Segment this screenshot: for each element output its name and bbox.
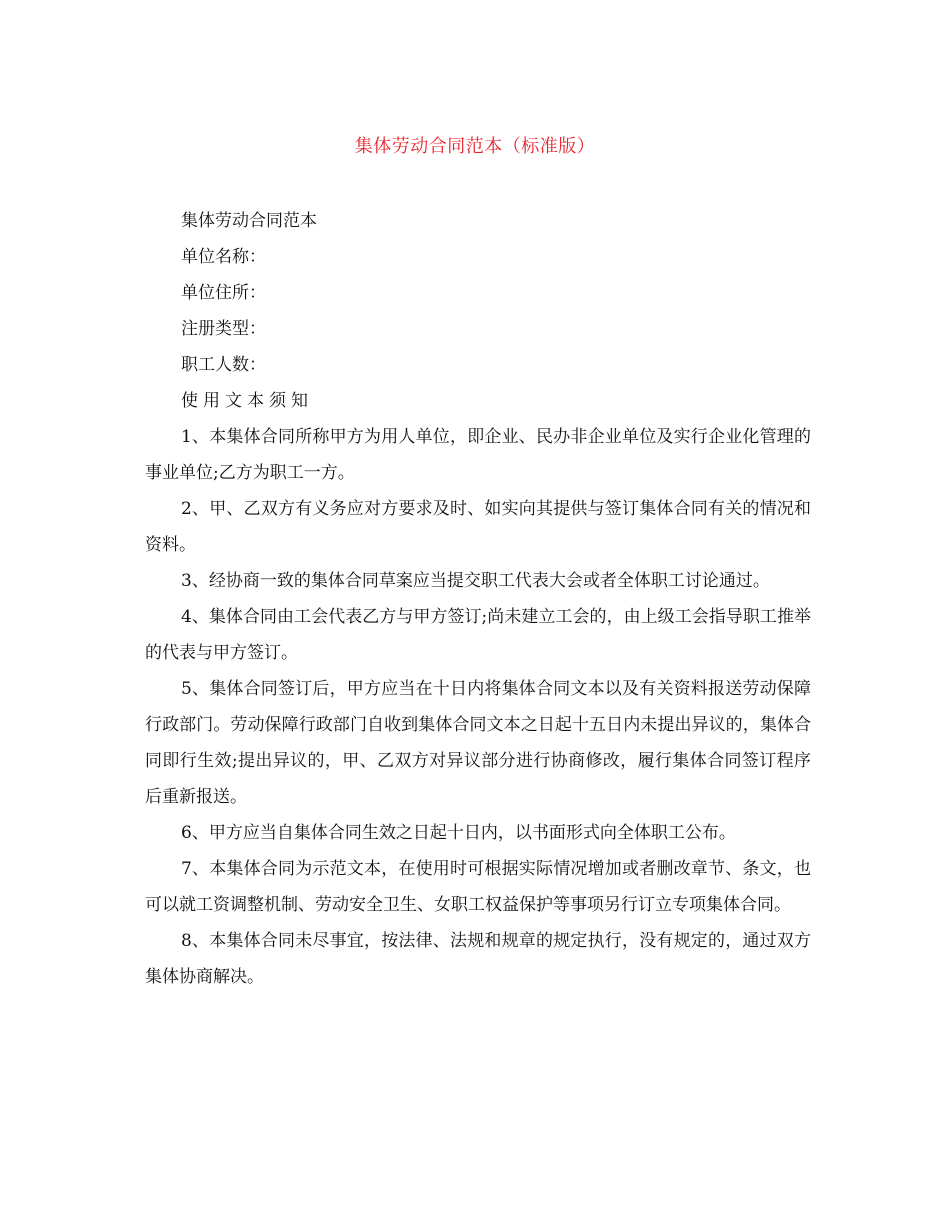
notice-paragraph-6: 6、甲方应当自集体合同生效之日起十日内，以书面形式向全体职工公布。 [181,823,736,843]
notice-heading: 使用文本须知 [181,391,313,411]
document-subtitle: 集体劳动合同范本 [181,211,317,231]
document-body [145,203,811,995]
notice-paragraph-4: 4、集体合同由工会代表乙方与甲方签订;尚未建立工会的，由上级工会指导职工推举的代表与甲方签订。 [145,607,811,663]
field-unit-name: 单位名称： [181,247,266,267]
notice-paragraph-2: 2、甲、乙双方有义务应对方要求及时、如实向其提供与签订集体合同有关的情况和资料。 [145,499,811,555]
notice-paragraph-5: 5、集体合同签订后，甲方应当在十日内将集体合同文本以及有关资料报送劳动保障行政部门。劳动保障行政部门自收到集体合同文本之日起十五日内未提出异议的，集体合同即行生效;提出异议的，甲、乙双方对异议部分进行协商修改，履行集体合同签订程序后重新报送。 [145,679,811,807]
notice-paragraph-8: 8、本集体合同未尽事宜，按法律、法规和规章的规定执行，没有规定的，通过双方集体协商解决。 [145,931,811,987]
document-title: 集体劳动合同范本（标准版） [354,136,596,157]
field-registration-type: 注册类型： [181,319,266,339]
field-unit-address: 单位住所： [181,283,266,303]
notice-paragraph-1: 1、本集体合同所称甲方为用人单位，即企业、民办非企业单位及实行企业化管理的事业单位;乙方为职工一方。 [145,427,811,483]
field-employee-count: 职工人数： [181,355,266,375]
notice-paragraph-3: 3、经协商一致的集体合同草案应当提交职工代表大会或者全体职工讨论通过。 [181,571,770,591]
notice-paragraph-7: 7、本集体合同为示范文本，在使用时可根据实际情况增加或者删改章节、条文，也可以就工资调整机制、劳动安全卫生、女职工权益保护等事项另行订立专项集体合同。 [145,859,811,915]
